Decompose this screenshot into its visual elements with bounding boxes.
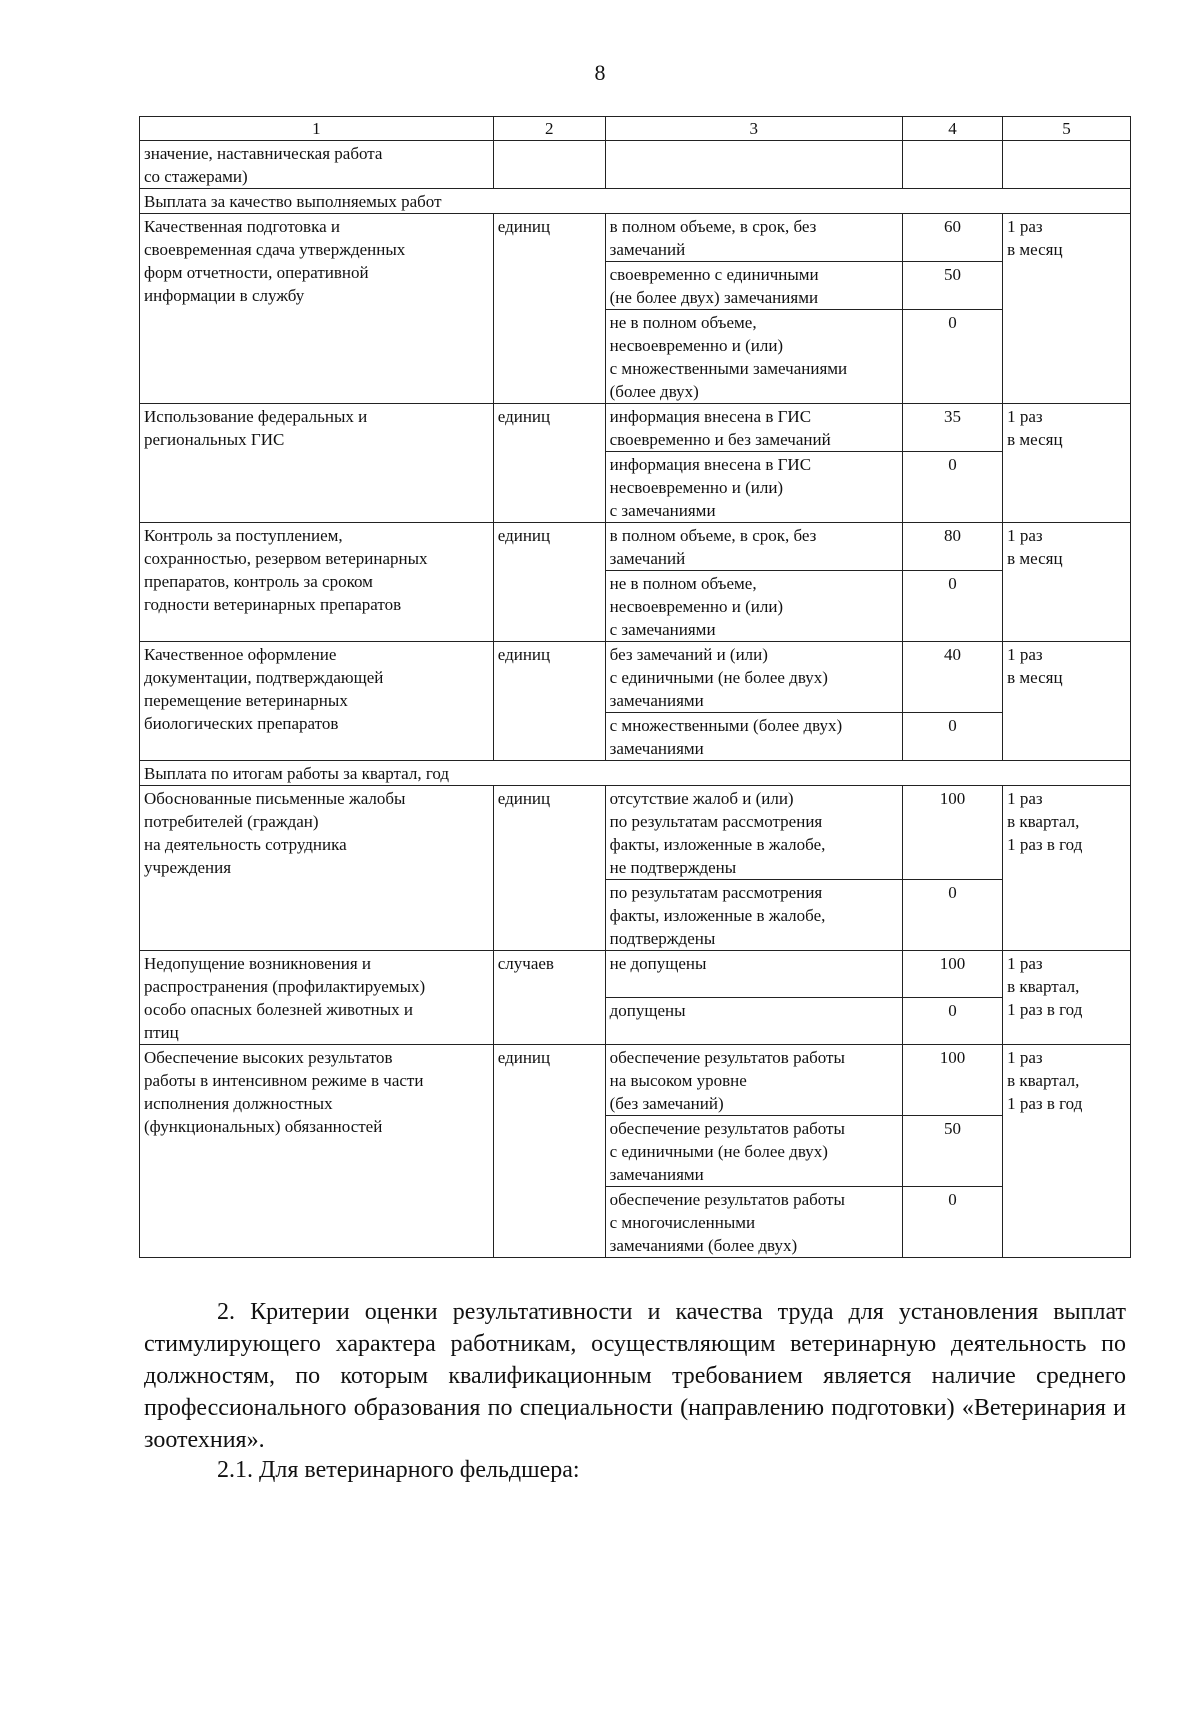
paragraph-criteria-section-2: 2. Критерии оценки результативности и качества труда для установления выплат стимулирующего характера работникам, осуществляющим ветеринарную деятельность по должностям, по которым квалификационным требованием является наличие среднего профессионального образования по специальности (направлению подготовки) «Ветеринария и зоотехния». [144,1299,1126,1453]
condition-text: с множественными (более двух) замечаниями [605,713,902,761]
indicator-name: Недопущение возникновения и распространения (профилактируемых) особо опасных болезней животных и птиц [140,951,494,1045]
paragraph-subsection-2-1: 2.1. Для ветеринарного фельдшера: [217,1457,580,1483]
section-title-quarter-cell: Выплата по итогам работы за квартал, год [140,761,1131,786]
condition-text: в полном объеме, в срок, без замечаний [605,523,902,571]
table-row [140,214,1131,262]
indicator-name: Контроль за поступлением, сохранностью, резервом ветеринарных препаратов, контроль за сроком годности ветеринарных препаратов [140,523,494,642]
condition-points: 60 [902,214,1002,262]
condition-text: не допущены [605,951,902,998]
header-cell-5: 5 [1003,117,1131,141]
condition-text: в полном объеме, в срок, без замечаний [605,214,902,262]
payment-period: 1 раз в квартал, 1 раз в год [1003,1045,1131,1258]
condition-points: 0 [902,998,1002,1045]
condition-points: 50 [902,262,1002,310]
table-row [140,642,1131,713]
section-title-quarter [140,761,1131,786]
condition-text: обеспечение результатов работы на высоком уровне (без замечаний) [605,1045,902,1116]
payment-period: 1 раз в месяц [1003,523,1131,642]
table-row [140,404,1131,452]
condition-text: не в полном объеме, несвоевременно и (или) с множественными замечаниями (более двух) [605,310,902,404]
payment-period: 1 раз в квартал, 1 раз в год [1003,951,1131,1045]
condition-text: отсутствие жалоб и (или) по результатам рассмотрения факты, изложенные в жалобе, не подтверждены [605,786,902,880]
continuation-unit [493,141,605,189]
section-title-quality-cell: Выплата за качество выполняемых работ [140,189,1131,214]
condition-text: допущены [605,998,902,1045]
header-cell-3: 3 [605,117,902,141]
indicator-name: Обеспечение высоких результатов работы в интенсивном режиме в части исполнения должностных (функциональных) обязанностей [140,1045,494,1258]
header-cell-1: 1 [140,117,494,141]
condition-points: 0 [902,880,1002,951]
page-number: 8 [594,60,606,85]
payment-period: 1 раз в месяц [1003,642,1131,761]
table-row [140,523,1131,571]
condition-text: обеспечение результатов работы с единичными (не более двух) замечаниями [605,1116,902,1187]
indicator-unit: единиц [493,786,605,951]
continuation-points [902,141,1002,189]
table-row [140,786,1131,880]
condition-text: информация внесена в ГИС несвоевременно и (или) с замечаниями [605,452,902,523]
condition-points: 50 [902,1116,1002,1187]
condition-text: обеспечение результатов работы с многочисленными замечаниями (более двух) [605,1187,902,1258]
condition-points: 0 [902,571,1002,642]
condition-points: 40 [902,642,1002,713]
indicator-name: Качественное оформление документации, подтверждающей перемещение ветеринарных биологических препаратов [140,642,494,761]
table-row [140,951,1131,998]
header-cell-4: 4 [902,117,1002,141]
indicator-unit: единиц [493,214,605,404]
condition-points: 100 [902,951,1002,998]
indicator-unit: единиц [493,642,605,761]
indicator-name: Использование федеральных и региональных ГИС [140,404,494,523]
condition-points: 100 [902,786,1002,880]
continuation-indicator-name: значение, наставническая работа со стажерами) [140,141,494,189]
condition-points: 0 [902,310,1002,404]
criteria-table [139,116,1131,1258]
condition-points: 0 [902,1187,1002,1258]
condition-points: 100 [902,1045,1002,1116]
condition-text: без замечаний и (или) с единичными (не более двух) замечаниями [605,642,902,713]
continuation-row [140,141,1131,189]
condition-text: по результатам рассмотрения факты, изложенные в жалобе, подтверждены [605,880,902,951]
condition-points: 35 [902,404,1002,452]
indicator-unit: единиц [493,1045,605,1258]
condition-points: 0 [902,713,1002,761]
indicator-unit: случаев [493,951,605,1045]
table-header-row [140,117,1131,141]
section-title-quality [140,189,1131,214]
condition-text: своевременно с единичными (не более двух) замечаниями [605,262,902,310]
header-cell-2: 2 [493,117,605,141]
condition-text: не в полном объеме, несвоевременно и (или) с замечаниями [605,571,902,642]
payment-period: 1 раз в квартал, 1 раз в год [1003,786,1131,951]
indicator-name: Качественная подготовка и своевременная сдача утвержденных форм отчетности, оперативной информации в службу [140,214,494,404]
indicator-name: Обоснованные письменные жалобы потребителей (граждан) на деятельность сотрудника учреждения [140,786,494,951]
indicator-unit: единиц [493,404,605,523]
indicator-unit: единиц [493,523,605,642]
condition-points: 80 [902,523,1002,571]
payment-period: 1 раз в месяц [1003,214,1131,404]
table-row [140,1045,1131,1116]
continuation-condition [605,141,902,189]
continuation-period [1003,141,1131,189]
condition-points: 0 [902,452,1002,523]
payment-period: 1 раз в месяц [1003,404,1131,523]
condition-text: информация внесена в ГИС своевременно и без замечаний [605,404,902,452]
